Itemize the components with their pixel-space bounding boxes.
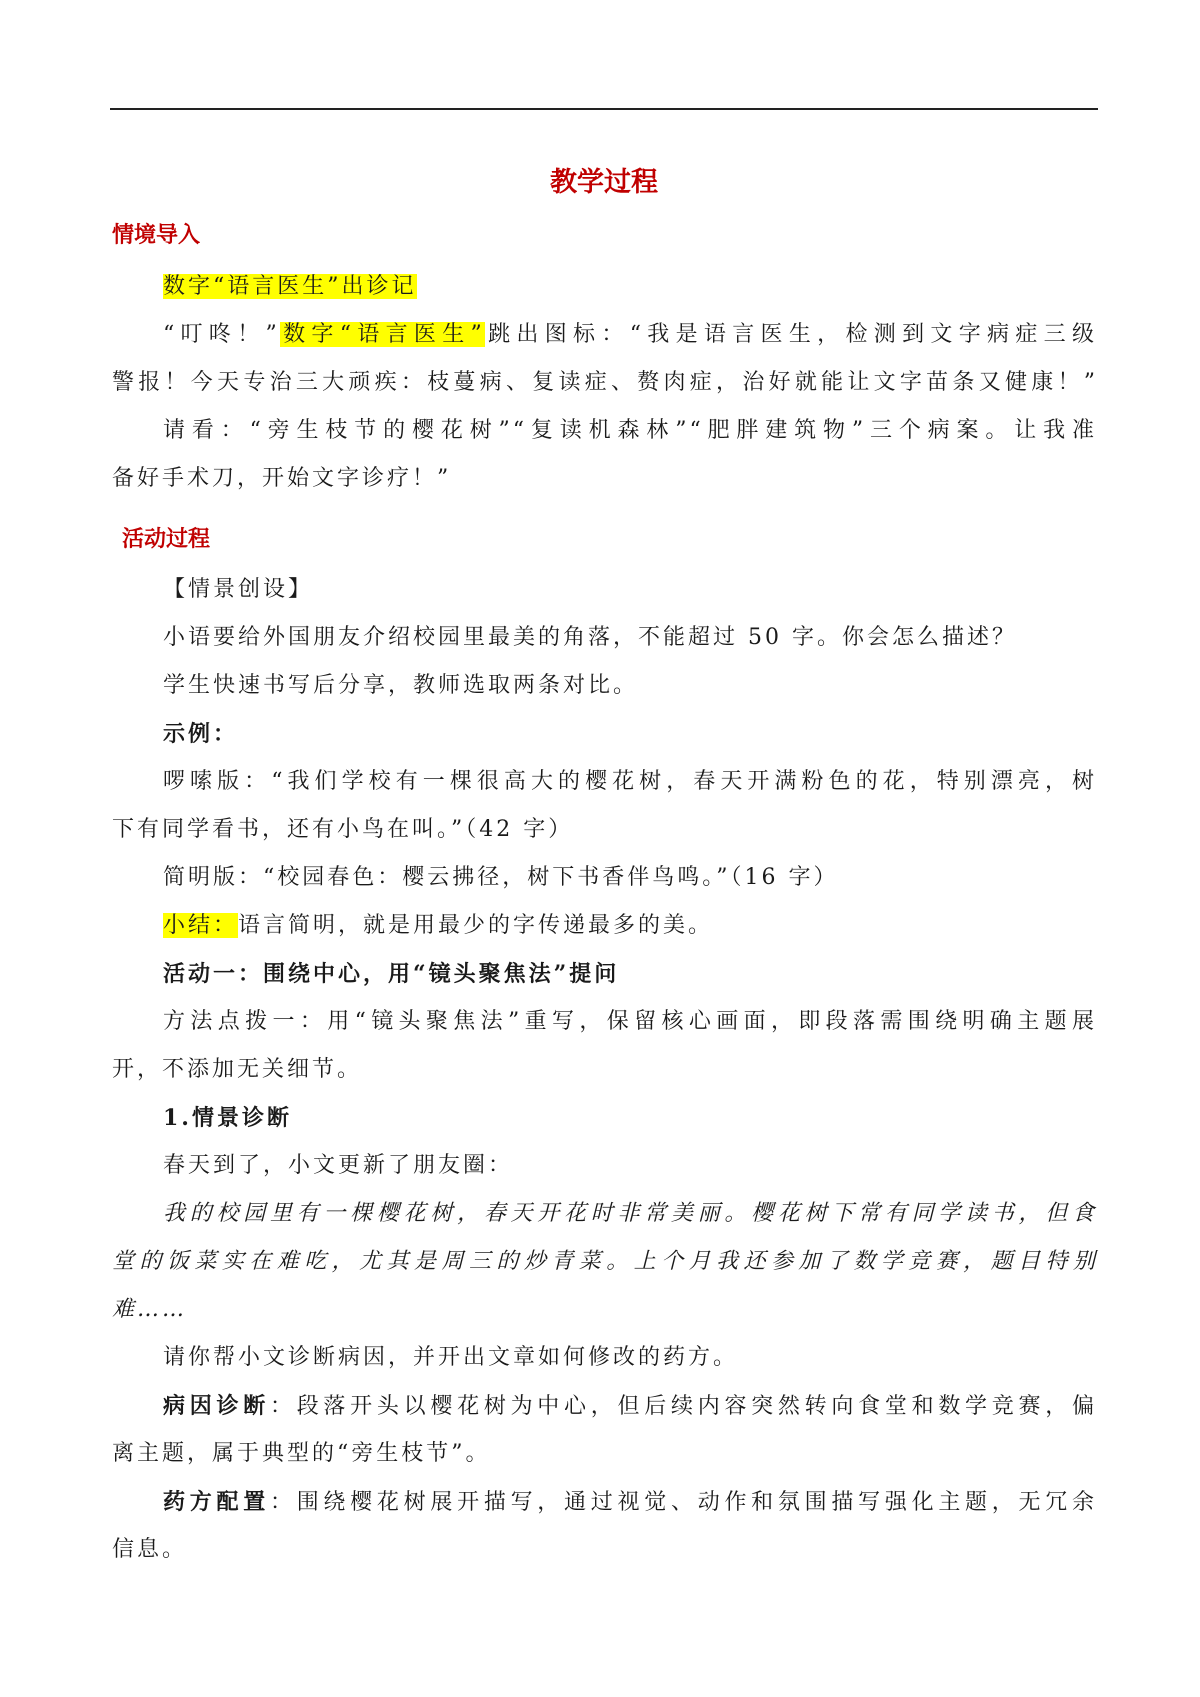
intro-paragraph-1-line-1 bbox=[163, 320, 1097, 350]
cause-line-1 bbox=[163, 1391, 1097, 1422]
share-text: 学生快速书写后分享，教师选取两条对比。 bbox=[163, 673, 639, 698]
cause-text: ：段落开头以樱花树为中心，但后续内容突然转向食堂和数学竞赛，偏 bbox=[269, 1394, 1097, 1419]
verbose-example-line-1: 啰嗦版：“我们学校有一棵很高大的樱花树，春天开满粉色的花，特别漂亮，树 bbox=[163, 769, 1097, 794]
intro-p1-lead: “叮咚！” bbox=[163, 322, 280, 347]
summary-text: 语言简明，就是用最少的字传递最多的美。 bbox=[238, 913, 714, 938]
intro-p1-highlight: 数字“语言医生” bbox=[279, 322, 485, 347]
intro-paragraph-2-line-1: 请看：“旁生枝节的樱花树”“复读机森林”“肥胖建筑物”三个病案。让我准 bbox=[163, 418, 1097, 443]
intro-subtitle-highlight: 数字“语言医生”出诊记 bbox=[163, 274, 417, 299]
remedy-line-2: 信息。 bbox=[112, 1537, 188, 1562]
summary-label: 小结： bbox=[163, 913, 239, 938]
post-line-3: 难…… bbox=[112, 1297, 188, 1322]
page-title: 教学过程 bbox=[550, 167, 658, 198]
cause-line-2: 离主题，属于典型的“旁生枝节”。 bbox=[112, 1441, 491, 1466]
intro-p1-rest: 跳出图标：“我是语言医生，检测到文字病症三级 bbox=[484, 322, 1098, 347]
intro-subtitle bbox=[163, 272, 417, 302]
ask-text: 请你帮小文诊断病因，并开出文章如何修改的药方。 bbox=[163, 1345, 739, 1370]
section-heading-intro: 情境导入 bbox=[112, 223, 201, 248]
scenario-label: 【情景创设】 bbox=[163, 577, 314, 602]
example-label: 示例： bbox=[163, 721, 239, 747]
method-line-1: 方法点拨一：用“镜头聚焦法”重写，保留核心画面，即段落需围绕明确主题展 bbox=[163, 1009, 1097, 1034]
activity-1-title: 活动一：围绕中心，用“镜头聚焦法”提问 bbox=[163, 961, 620, 987]
post-line-1: 我的校园里有一棵樱花树，春天开花时非常美丽。樱花树下常有同学读书，但食 bbox=[163, 1201, 1097, 1226]
section-heading-activity: 活动过程 bbox=[122, 527, 211, 552]
method-line-2: 开，不添加无关细节。 bbox=[112, 1057, 363, 1082]
moments-intro: 春天到了，小文更新了朋友圈： bbox=[163, 1153, 514, 1178]
header-rule bbox=[110, 108, 1098, 110]
intro-paragraph-1-line-2: 警报！今天专治三大顽疾：枝蔓病、复读症、赘肉症，治好就能让文字苗条又健康！” bbox=[112, 370, 1098, 395]
post-line-2: 堂的饭菜实在难吃，尤其是周三的炒青菜。上个月我还参加了数学竞赛，题目特别 bbox=[112, 1249, 1098, 1274]
summary-line bbox=[163, 911, 713, 941]
concise-example: 简明版：“校园春色：樱云拂径，树下书香伴鸟鸣。”（16 字） bbox=[163, 865, 839, 890]
task-text: 小语要给外国朋友介绍校园里最美的角落，不能超过 50 字。你会怎么描述？ bbox=[163, 625, 1017, 650]
remedy-line-1 bbox=[163, 1487, 1097, 1518]
verbose-example-line-2: 下有同学看书，还有小鸟在叫。”（42 字） bbox=[112, 817, 574, 842]
diagnosis-title: 1.情景诊断 bbox=[163, 1105, 292, 1131]
remedy-label: 药方配置 bbox=[163, 1489, 270, 1515]
remedy-text: ：围绕樱花树展开描写，通过视觉、动作和氛围描写强化主题，无冗余 bbox=[269, 1490, 1097, 1515]
cause-label: 病因诊断 bbox=[163, 1393, 270, 1419]
intro-paragraph-2-line-2: 备好手术刀，开始文字诊疗！” bbox=[112, 466, 452, 491]
